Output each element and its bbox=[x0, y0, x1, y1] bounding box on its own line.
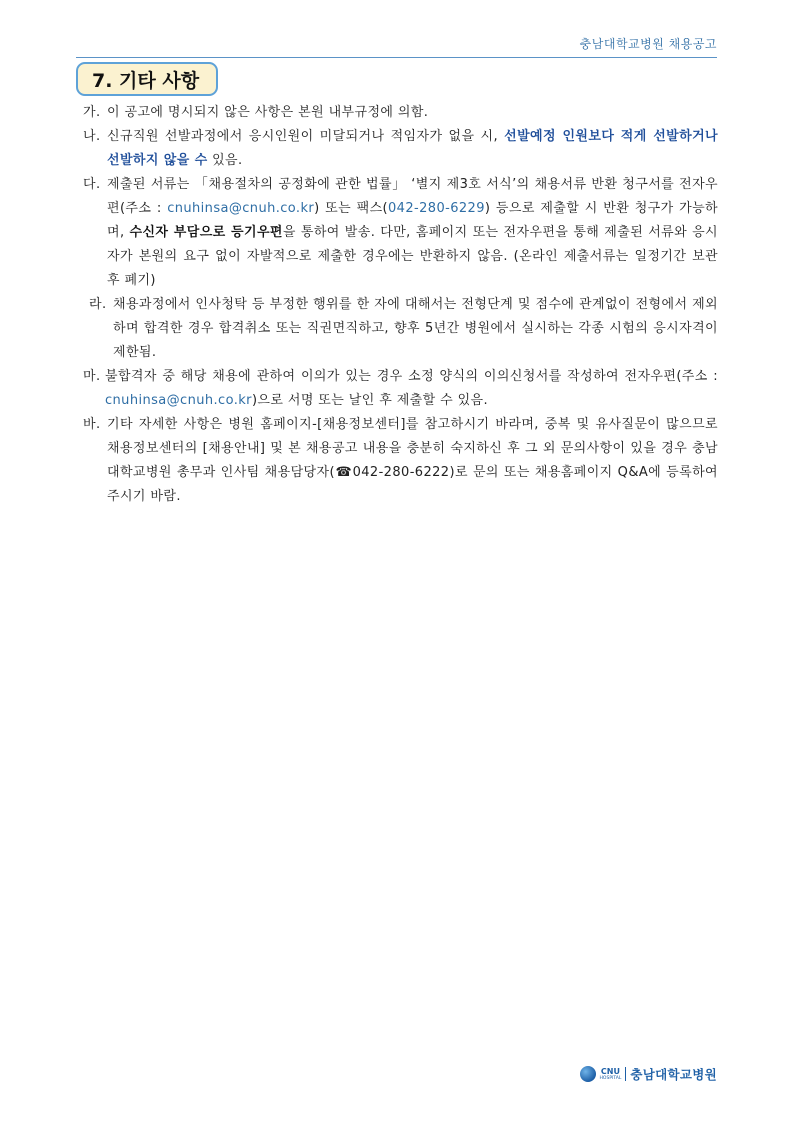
notice-body bbox=[83, 101, 718, 509]
item-text: )로 문의 또는 채용홈페이지 Q&A에 등록하여 주시기 바람. bbox=[107, 465, 718, 504]
phone-number: 042-280-6222 bbox=[352, 465, 450, 480]
item-text: 있음. bbox=[207, 153, 243, 168]
item-text: 기타 자세한 사항은 병원 홈페이지-[채용정보센터]를 참고하시기 바라며, 중복 및 유사질문이 많으므로 채용정보센터의 [채용안내] 및 본 채용공고 내용을 충분히 숙지하신 후 그 외 문의사항이 있을 경우 충남대학교병원 총무과 인사팀 채용담당자( bbox=[107, 417, 718, 480]
logo-hospital: HOSPITAL bbox=[599, 1075, 622, 1081]
item-mark: 가. bbox=[83, 105, 101, 120]
email-link[interactable]: cnuhinsa@cnuh.co.kr bbox=[105, 393, 252, 408]
item-text: ) 등으로 제출할 시 반환 청구가 가능하며, bbox=[107, 201, 718, 240]
fax-number: 042-280-6229 bbox=[388, 201, 485, 216]
emphasis-text: 선발예정 인원보다 적게 선발하거나 선발하지 않을 수 bbox=[107, 129, 719, 168]
item-text: 채용과정에서 인사청탁 등 부정한 행위를 한 자에 대해서는 전형단계 및 점수에 관계없이 전형에서 제외하며 합격한 경우 합격취소 또는 직권면직하고, 향후 5년간 병원에서 실시하는 각종 시험의 응시자격이 제한됨. bbox=[113, 297, 718, 360]
globe-logo-icon bbox=[580, 1066, 596, 1082]
item-text: 불합격자 중 해당 채용에 관하여 이의가 있는 경우 소정 양식의 이의신청서를 작성하여 전자우편(주소 : bbox=[105, 369, 718, 384]
item-text: 제출된 서류는 「채용절차의 공정화에 관한 법률」 ‘별지 제3호 서식’의 채용서류 반환 청구서를 전자우편(주소 : bbox=[107, 177, 718, 216]
item-text: )으로 서명 또는 날인 후 제출할 수 있음. bbox=[251, 393, 489, 408]
hospital-logo bbox=[580, 1065, 717, 1083]
item-text: ) 또는 팩스( bbox=[314, 201, 388, 216]
header-title: 충남대학교병원 채용공고 bbox=[579, 37, 717, 51]
section-title: 7. 기타 사항 bbox=[76, 62, 218, 96]
email-link[interactable]: cnuhinsa@cnuh.co.kr bbox=[167, 201, 315, 216]
emphasis-text: 수신자 부담으로 등기우편 bbox=[129, 225, 283, 240]
logo-cnu: CNU bbox=[600, 1066, 620, 1076]
list-item bbox=[83, 173, 718, 293]
item-mark: 바. bbox=[83, 417, 101, 432]
item-mark: 마. bbox=[83, 369, 101, 384]
phone-icon: ☎ bbox=[334, 465, 353, 480]
logo-english bbox=[600, 1068, 622, 1081]
item-mark: 라. bbox=[89, 297, 107, 312]
logo-korean: 충남대학교병원 bbox=[630, 1067, 717, 1082]
item-text: 이 공고에 명시되지 않은 사항은 본원 내부규정에 의함. bbox=[107, 105, 429, 120]
list-item bbox=[83, 101, 718, 125]
list-item bbox=[83, 365, 718, 413]
item-mark: 다. bbox=[83, 177, 101, 192]
header-divider bbox=[76, 57, 717, 58]
list-item bbox=[89, 293, 718, 365]
logo-divider bbox=[625, 1067, 626, 1081]
list-item bbox=[83, 125, 718, 173]
item-mark: 나. bbox=[83, 129, 101, 144]
item-text: 을 통하여 발송. 다만, 홈페이지 또는 전자우편을 통해 제출된 서류와 응시자가 본원의 요구 없이 자발적으로 제출한 경우에는 반환하지 않음. (온라인 제출서류는 일정기간 보관 후 폐기) bbox=[107, 225, 719, 288]
list-item bbox=[83, 413, 718, 509]
item-text: 신규직원 선발과정에서 응시인원이 미달되거나 적임자가 없을 시, bbox=[107, 129, 505, 144]
